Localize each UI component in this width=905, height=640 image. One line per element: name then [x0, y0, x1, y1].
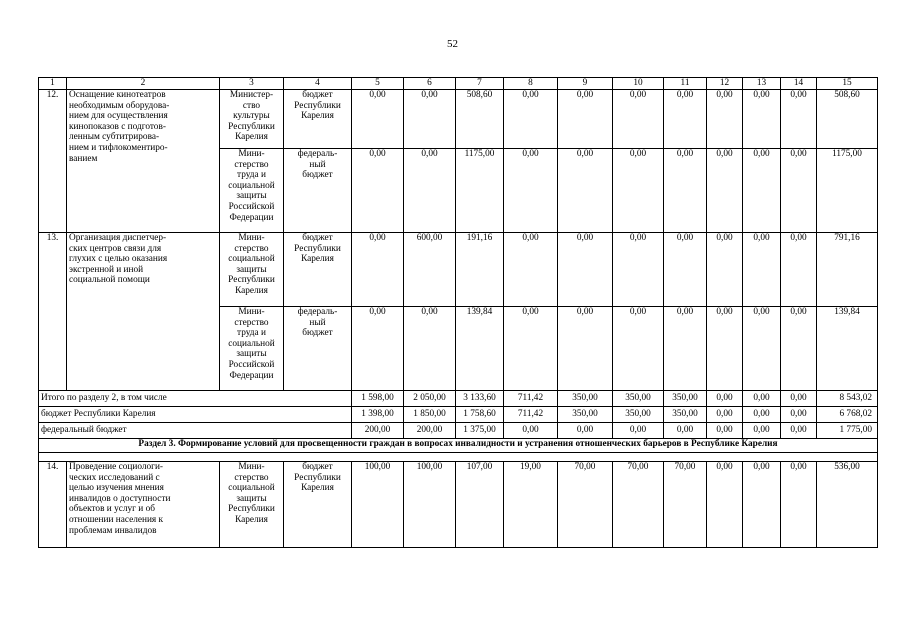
- value-cell: 0,00: [743, 233, 781, 307]
- col-header: 3: [220, 78, 284, 90]
- cell-line: социальной: [228, 483, 275, 494]
- value-cell: 1 758,60: [456, 407, 504, 423]
- value-cell: 0,00: [664, 307, 707, 391]
- cell-line: защиты: [236, 493, 267, 504]
- value-cell: 0,00: [352, 307, 404, 391]
- value-cell: 0,00: [781, 149, 817, 233]
- value-cell: 508,60: [817, 90, 878, 149]
- value-cell: 0,00: [707, 391, 743, 407]
- value-cell: 70,00: [558, 462, 613, 548]
- value-cell: 107,00: [456, 462, 504, 548]
- value-cell: 0,00: [781, 391, 817, 407]
- cell-line: инвалидов о доступности: [69, 493, 171, 504]
- value-cell: 0,00: [664, 90, 707, 149]
- table-row: [39, 90, 878, 149]
- cell-line: Проведение социологи-: [69, 462, 164, 472]
- value-cell: 1 598,00: [352, 391, 404, 407]
- cell-line: культуры: [233, 111, 270, 122]
- cell-line: бюджет: [302, 170, 333, 181]
- cell-line: бюджет: [302, 90, 333, 100]
- value-cell: 0,00: [743, 423, 781, 439]
- cell-line: Республики: [294, 472, 341, 483]
- value-cell: 350,00: [613, 407, 664, 423]
- value-cell: 791,16: [817, 233, 878, 307]
- value-cell: 0,00: [781, 462, 817, 548]
- value-cell: 0,00: [613, 149, 664, 233]
- value-cell: 1 375,00: [456, 423, 504, 439]
- value-cell: 0,00: [664, 233, 707, 307]
- col-header: 2: [67, 78, 220, 90]
- value-cell: 0,00: [352, 90, 404, 149]
- cell-line: целью изучения мнения: [69, 483, 164, 494]
- value-cell: 1175,00: [817, 149, 878, 233]
- col-header: 15: [817, 78, 878, 90]
- value-cell: 0,00: [743, 149, 781, 233]
- measure-name: [67, 233, 220, 391]
- value-cell: 0,00: [613, 90, 664, 149]
- total-label: федеральный бюджет: [39, 423, 352, 439]
- cell-line: Республики: [228, 121, 275, 132]
- total-row: [39, 391, 878, 407]
- total-label: бюджет Республики Карелия: [39, 407, 352, 423]
- col-header: 8: [504, 78, 558, 90]
- value-cell: 191,16: [456, 233, 504, 307]
- executor: [220, 233, 284, 307]
- value-cell: 0,00: [781, 407, 817, 423]
- col-header: 14: [781, 78, 817, 90]
- cell-line: федераль-: [297, 149, 338, 159]
- cell-line: Министер-: [229, 90, 274, 100]
- col-header: 7: [456, 78, 504, 90]
- cell-line: стерство: [234, 243, 269, 254]
- value-cell: 3 133,60: [456, 391, 504, 407]
- col-header: 13: [743, 78, 781, 90]
- cell-line: Республики: [294, 243, 341, 254]
- row-number: 12.: [39, 90, 67, 233]
- value-cell: 0,00: [707, 423, 743, 439]
- col-header: 11: [664, 78, 707, 90]
- cell-line: труда и: [237, 328, 266, 339]
- value-cell: 8 543,02: [817, 391, 878, 407]
- cell-line: объектов и услуг и об: [69, 504, 155, 515]
- cell-line: ство: [242, 100, 261, 111]
- total-label: Итого по разделу 2, в том числе: [39, 391, 352, 407]
- funding-source: [284, 462, 352, 548]
- cell-line: Организация диспетчер-: [69, 233, 167, 243]
- cell-line: Мини-: [238, 149, 265, 159]
- section-heading-row: [39, 439, 878, 453]
- cell-line: труда и: [237, 170, 266, 181]
- cell-line: стерство: [234, 472, 269, 483]
- value-cell: 0,00: [781, 233, 817, 307]
- cell-line: бюджет: [302, 462, 333, 472]
- cell-line: Мини-: [238, 233, 265, 243]
- col-header: 10: [613, 78, 664, 90]
- cell-line: ванием: [69, 153, 98, 164]
- value-cell: 0,00: [558, 423, 613, 439]
- cell-line: ских центров связи для: [69, 243, 162, 254]
- cell-line: ленным субтитрирова-: [69, 132, 160, 143]
- value-cell: 0,00: [558, 233, 613, 307]
- col-header: 9: [558, 78, 613, 90]
- value-cell: 19,00: [504, 462, 558, 548]
- spacer-row: [39, 453, 878, 462]
- cell-line: Федерации: [229, 370, 274, 381]
- value-cell: 508,60: [456, 90, 504, 149]
- value-cell: 0,00: [781, 423, 817, 439]
- value-cell: 350,00: [558, 391, 613, 407]
- value-cell: 0,00: [613, 423, 664, 439]
- cell-line: проблемам инвалидов: [69, 525, 157, 536]
- value-cell: 0,00: [504, 90, 558, 149]
- executor: [220, 462, 284, 548]
- table-row: [39, 462, 878, 548]
- value-cell: 139,84: [456, 307, 504, 391]
- value-cell: 0,00: [613, 307, 664, 391]
- value-cell: 200,00: [404, 423, 456, 439]
- cell-line: кинопоказов с подготов-: [69, 121, 166, 132]
- col-header: 12: [707, 78, 743, 90]
- table-row: [39, 233, 878, 307]
- value-cell: 350,00: [613, 391, 664, 407]
- value-cell: 1 850,00: [404, 407, 456, 423]
- value-cell: 100,00: [352, 462, 404, 548]
- cell-line: стерство: [234, 317, 269, 328]
- cell-line: Карелия: [235, 514, 268, 525]
- value-cell: 711,42: [504, 391, 558, 407]
- cell-line: Карелия: [301, 111, 334, 122]
- row-number: 13.: [39, 233, 67, 391]
- cell-line: нием и тифлокоментиро-: [69, 142, 168, 153]
- cell-line: защиты: [236, 264, 267, 275]
- value-cell: 600,00: [404, 233, 456, 307]
- cell-line: Карелия: [235, 285, 268, 296]
- cell-line: необходимым оборудова-: [69, 100, 170, 111]
- cell-line: ный: [309, 317, 326, 328]
- value-cell: 0,00: [504, 423, 558, 439]
- col-header: 4: [284, 78, 352, 90]
- value-cell: 0,00: [664, 149, 707, 233]
- total-row: [39, 407, 878, 423]
- cell-line: Карелия: [301, 483, 334, 494]
- value-cell: 0,00: [504, 307, 558, 391]
- cell-line: отношении населения к: [69, 514, 164, 525]
- cell-line: социальной: [228, 338, 275, 349]
- value-cell: 0,00: [558, 90, 613, 149]
- cell-line: Оснащение кинотеатров: [69, 90, 166, 100]
- value-cell: 0,00: [558, 307, 613, 391]
- cell-line: Федерации: [229, 212, 274, 223]
- value-cell: 0,00: [707, 407, 743, 423]
- value-cell: 0,00: [707, 307, 743, 391]
- col-header: 6: [404, 78, 456, 90]
- measure-name: [67, 462, 220, 548]
- header-row: [39, 78, 878, 90]
- value-cell: 6 768,02: [817, 407, 878, 423]
- cell-line: социальной: [228, 180, 275, 191]
- section-title: Раздел 3. Формирование условий для просвещенности граждан в вопросах инвалидности и устранения отношенческих барьеров в Республике Карелия: [39, 439, 878, 453]
- value-cell: 0,00: [613, 233, 664, 307]
- measure-name: [67, 90, 220, 233]
- cell-line: защиты: [236, 191, 267, 202]
- executor: [220, 149, 284, 233]
- value-cell: 2 050,00: [404, 391, 456, 407]
- cell-line: ный: [309, 159, 326, 170]
- cell-line: Карелия: [301, 254, 334, 265]
- value-cell: 0,00: [404, 307, 456, 391]
- budget-table: [38, 77, 878, 548]
- value-cell: 139,84: [817, 307, 878, 391]
- value-cell: 0,00: [558, 149, 613, 233]
- value-cell: 0,00: [781, 90, 817, 149]
- value-cell: 0,00: [743, 90, 781, 149]
- value-cell: 70,00: [613, 462, 664, 548]
- total-row: [39, 423, 878, 439]
- value-cell: 536,00: [817, 462, 878, 548]
- cell-line: Мини-: [238, 307, 265, 317]
- cell-line: Республики: [294, 100, 341, 111]
- funding-source: [284, 90, 352, 149]
- executor: [220, 307, 284, 391]
- cell-line: бюджет: [302, 233, 333, 243]
- cell-line: Мини-: [238, 462, 265, 472]
- value-cell: 0,00: [664, 423, 707, 439]
- cell-line: бюджет: [302, 328, 333, 339]
- value-cell: 0,00: [743, 407, 781, 423]
- value-cell: 711,42: [504, 407, 558, 423]
- value-cell: 0,00: [743, 391, 781, 407]
- value-cell: 350,00: [558, 407, 613, 423]
- value-cell: 0,00: [707, 233, 743, 307]
- row-number: 14.: [39, 462, 67, 548]
- value-cell: 200,00: [352, 423, 404, 439]
- value-cell: 100,00: [404, 462, 456, 548]
- value-cell: 0,00: [707, 90, 743, 149]
- value-cell: 1 398,00: [352, 407, 404, 423]
- cell-line: Республики: [228, 504, 275, 515]
- cell-line: федераль-: [297, 307, 338, 317]
- value-cell: 350,00: [664, 407, 707, 423]
- value-cell: 0,00: [504, 233, 558, 307]
- value-cell: 350,00: [664, 391, 707, 407]
- cell-line: экстренной и иной: [69, 264, 144, 275]
- value-cell: 0,00: [404, 90, 456, 149]
- value-cell: 0,00: [352, 233, 404, 307]
- cell-line: ческих исследований с: [69, 472, 160, 483]
- cell-line: социальной: [228, 254, 275, 265]
- cell-line: стерство: [234, 159, 269, 170]
- cell-line: социальной помощи: [69, 275, 150, 286]
- value-cell: 1 775,00: [817, 423, 878, 439]
- page-number: 52: [447, 38, 458, 50]
- value-cell: 0,00: [743, 462, 781, 548]
- value-cell: 70,00: [664, 462, 707, 548]
- value-cell: 1175,00: [456, 149, 504, 233]
- cell-line: защиты: [236, 349, 267, 360]
- cell-line: нием для осуществления: [69, 111, 168, 122]
- executor: [220, 90, 284, 149]
- cell-line: глухих с целью оказания: [69, 254, 168, 265]
- value-cell: 0,00: [404, 149, 456, 233]
- col-header: 1: [39, 78, 67, 90]
- spacer-cell: [39, 453, 878, 462]
- cell-line: Республики: [228, 275, 275, 286]
- value-cell: 0,00: [781, 307, 817, 391]
- cell-line: Карелия: [235, 132, 268, 143]
- col-header: 5: [352, 78, 404, 90]
- cell-line: Российской: [228, 359, 275, 370]
- cell-line: Российской: [228, 201, 275, 212]
- value-cell: 0,00: [504, 149, 558, 233]
- funding-source: [284, 307, 352, 391]
- value-cell: 0,00: [743, 307, 781, 391]
- value-cell: 0,00: [352, 149, 404, 233]
- value-cell: 0,00: [707, 149, 743, 233]
- value-cell: 0,00: [707, 462, 743, 548]
- funding-source: [284, 149, 352, 233]
- funding-source: [284, 233, 352, 307]
